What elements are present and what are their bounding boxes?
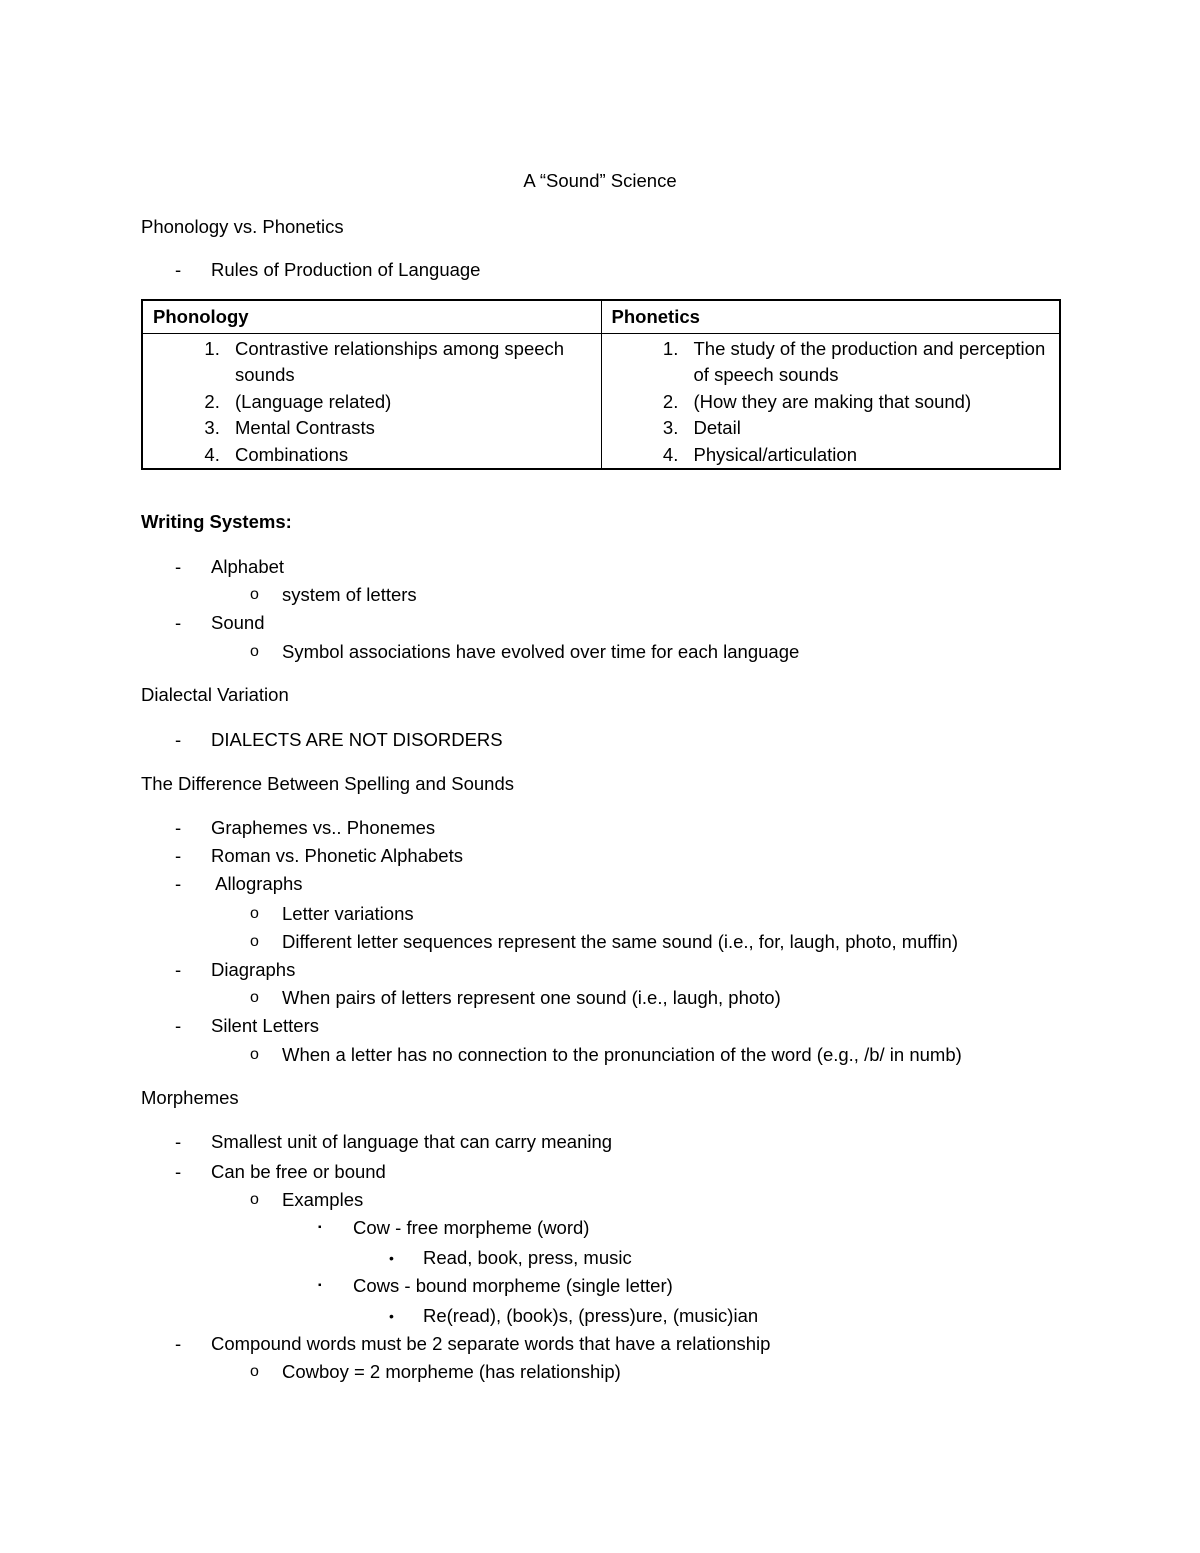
list-item: 4. Combinations: [225, 442, 591, 469]
list-item: 2. (How they are making that sound): [684, 389, 1050, 416]
circle-marker: o: [250, 905, 259, 922]
table-cell-phonetics: [601, 333, 1060, 469]
circle-marker: o: [250, 989, 259, 1006]
list-item: 3. Detail: [684, 415, 1050, 442]
dash-marker: -: [175, 729, 182, 750]
list-item: Alphabet: [211, 556, 285, 577]
square-bullet-marker: ▪: [318, 1280, 322, 1291]
dash-marker: -: [175, 817, 182, 838]
list-item: Roman vs. Phonetic Alphabets: [211, 845, 463, 866]
circle-marker: o: [250, 586, 259, 603]
list-item: 1. The study of the production and perception of speech sounds: [684, 336, 1050, 389]
list-item: Symbol associations have evolved over time for each language: [282, 641, 800, 662]
list-item: Sound: [211, 612, 265, 633]
list-item: Allographs: [211, 873, 303, 894]
dash-marker: -: [175, 959, 182, 980]
list-item: Examples: [282, 1189, 364, 1210]
dash-marker: -: [175, 259, 182, 280]
list-item: Rules of Production of Language: [211, 259, 481, 280]
list-item: 1. Contrastive relationships among speech sounds: [225, 336, 591, 389]
dash-marker: -: [175, 1015, 182, 1036]
list-item: system of letters: [282, 584, 417, 605]
list-item: Can be free or bound: [211, 1161, 386, 1182]
list-item: 4. Physical/articulation: [684, 442, 1050, 469]
square-bullet-marker: ▪: [318, 1222, 322, 1233]
dash-marker: -: [175, 845, 182, 866]
list-item: 2. (Language related): [225, 389, 591, 416]
list-item: Different letter sequences represent the same sound (i.e., for, laugh, photo, muffin): [282, 931, 958, 952]
list-item: When a letter has no connection to the pronunciation of the word (e.g., /b/ in numb): [282, 1044, 962, 1065]
circle-marker: o: [250, 1191, 259, 1208]
list-item: Letter variations: [282, 903, 414, 924]
section-heading-morphemes: Morphemes: [141, 1087, 239, 1108]
list-item: Re(read), (book)s, (press)ure, (music)ian: [423, 1305, 759, 1326]
dash-marker: -: [175, 556, 182, 577]
list-item: Cow - free morpheme (word): [353, 1217, 590, 1238]
comparison-table: [141, 299, 1061, 470]
list-item: Compound words must be 2 separate words that have a relationship: [211, 1333, 771, 1354]
bullet-marker: •: [389, 1308, 394, 1324]
section-heading-phonology-phonetics: Phonology vs. Phonetics: [141, 216, 344, 237]
list-item: DIALECTS ARE NOT DISORDERS: [211, 729, 503, 750]
dash-marker: -: [175, 612, 182, 633]
list-item: Cowboy = 2 morpheme (has relationship): [282, 1361, 621, 1382]
list-item: Smallest unit of language that can carry meaning: [211, 1131, 613, 1152]
circle-marker: o: [250, 1046, 259, 1063]
dash-marker: -: [175, 1333, 182, 1354]
list-item: Silent Letters: [211, 1015, 319, 1036]
bullet-marker: •: [389, 1250, 394, 1266]
list-item: Read, book, press, music: [423, 1247, 632, 1268]
list-item: Diagraphs: [211, 959, 296, 980]
document-title: A “Sound” Science: [523, 170, 677, 191]
list-item: When pairs of letters represent one sound (i.e., laugh, photo): [282, 987, 781, 1008]
section-heading-spelling-sounds: The Difference Between Spelling and Sounds: [141, 773, 514, 794]
table-header-row: [142, 300, 1060, 333]
table-cell-phonology: [142, 333, 601, 469]
section-heading-dialectal-variation: Dialectal Variation: [141, 684, 289, 705]
list-item: 3. Mental Contrasts: [225, 415, 591, 442]
table-row: [142, 333, 1060, 469]
dash-marker: -: [175, 873, 182, 894]
table-header-phonetics: Phonetics: [601, 300, 1060, 333]
circle-marker: o: [250, 643, 259, 660]
dash-marker: -: [175, 1161, 182, 1182]
table-header-phonology: Phonology: [142, 300, 601, 333]
circle-marker: o: [250, 933, 259, 950]
circle-marker: o: [250, 1363, 259, 1380]
list-item: Cows - bound morpheme (single letter): [353, 1275, 673, 1296]
list-item: Graphemes vs.. Phonemes: [211, 817, 436, 838]
section-heading-writing-systems: Writing Systems:: [141, 511, 292, 532]
dash-marker: -: [175, 1131, 182, 1152]
